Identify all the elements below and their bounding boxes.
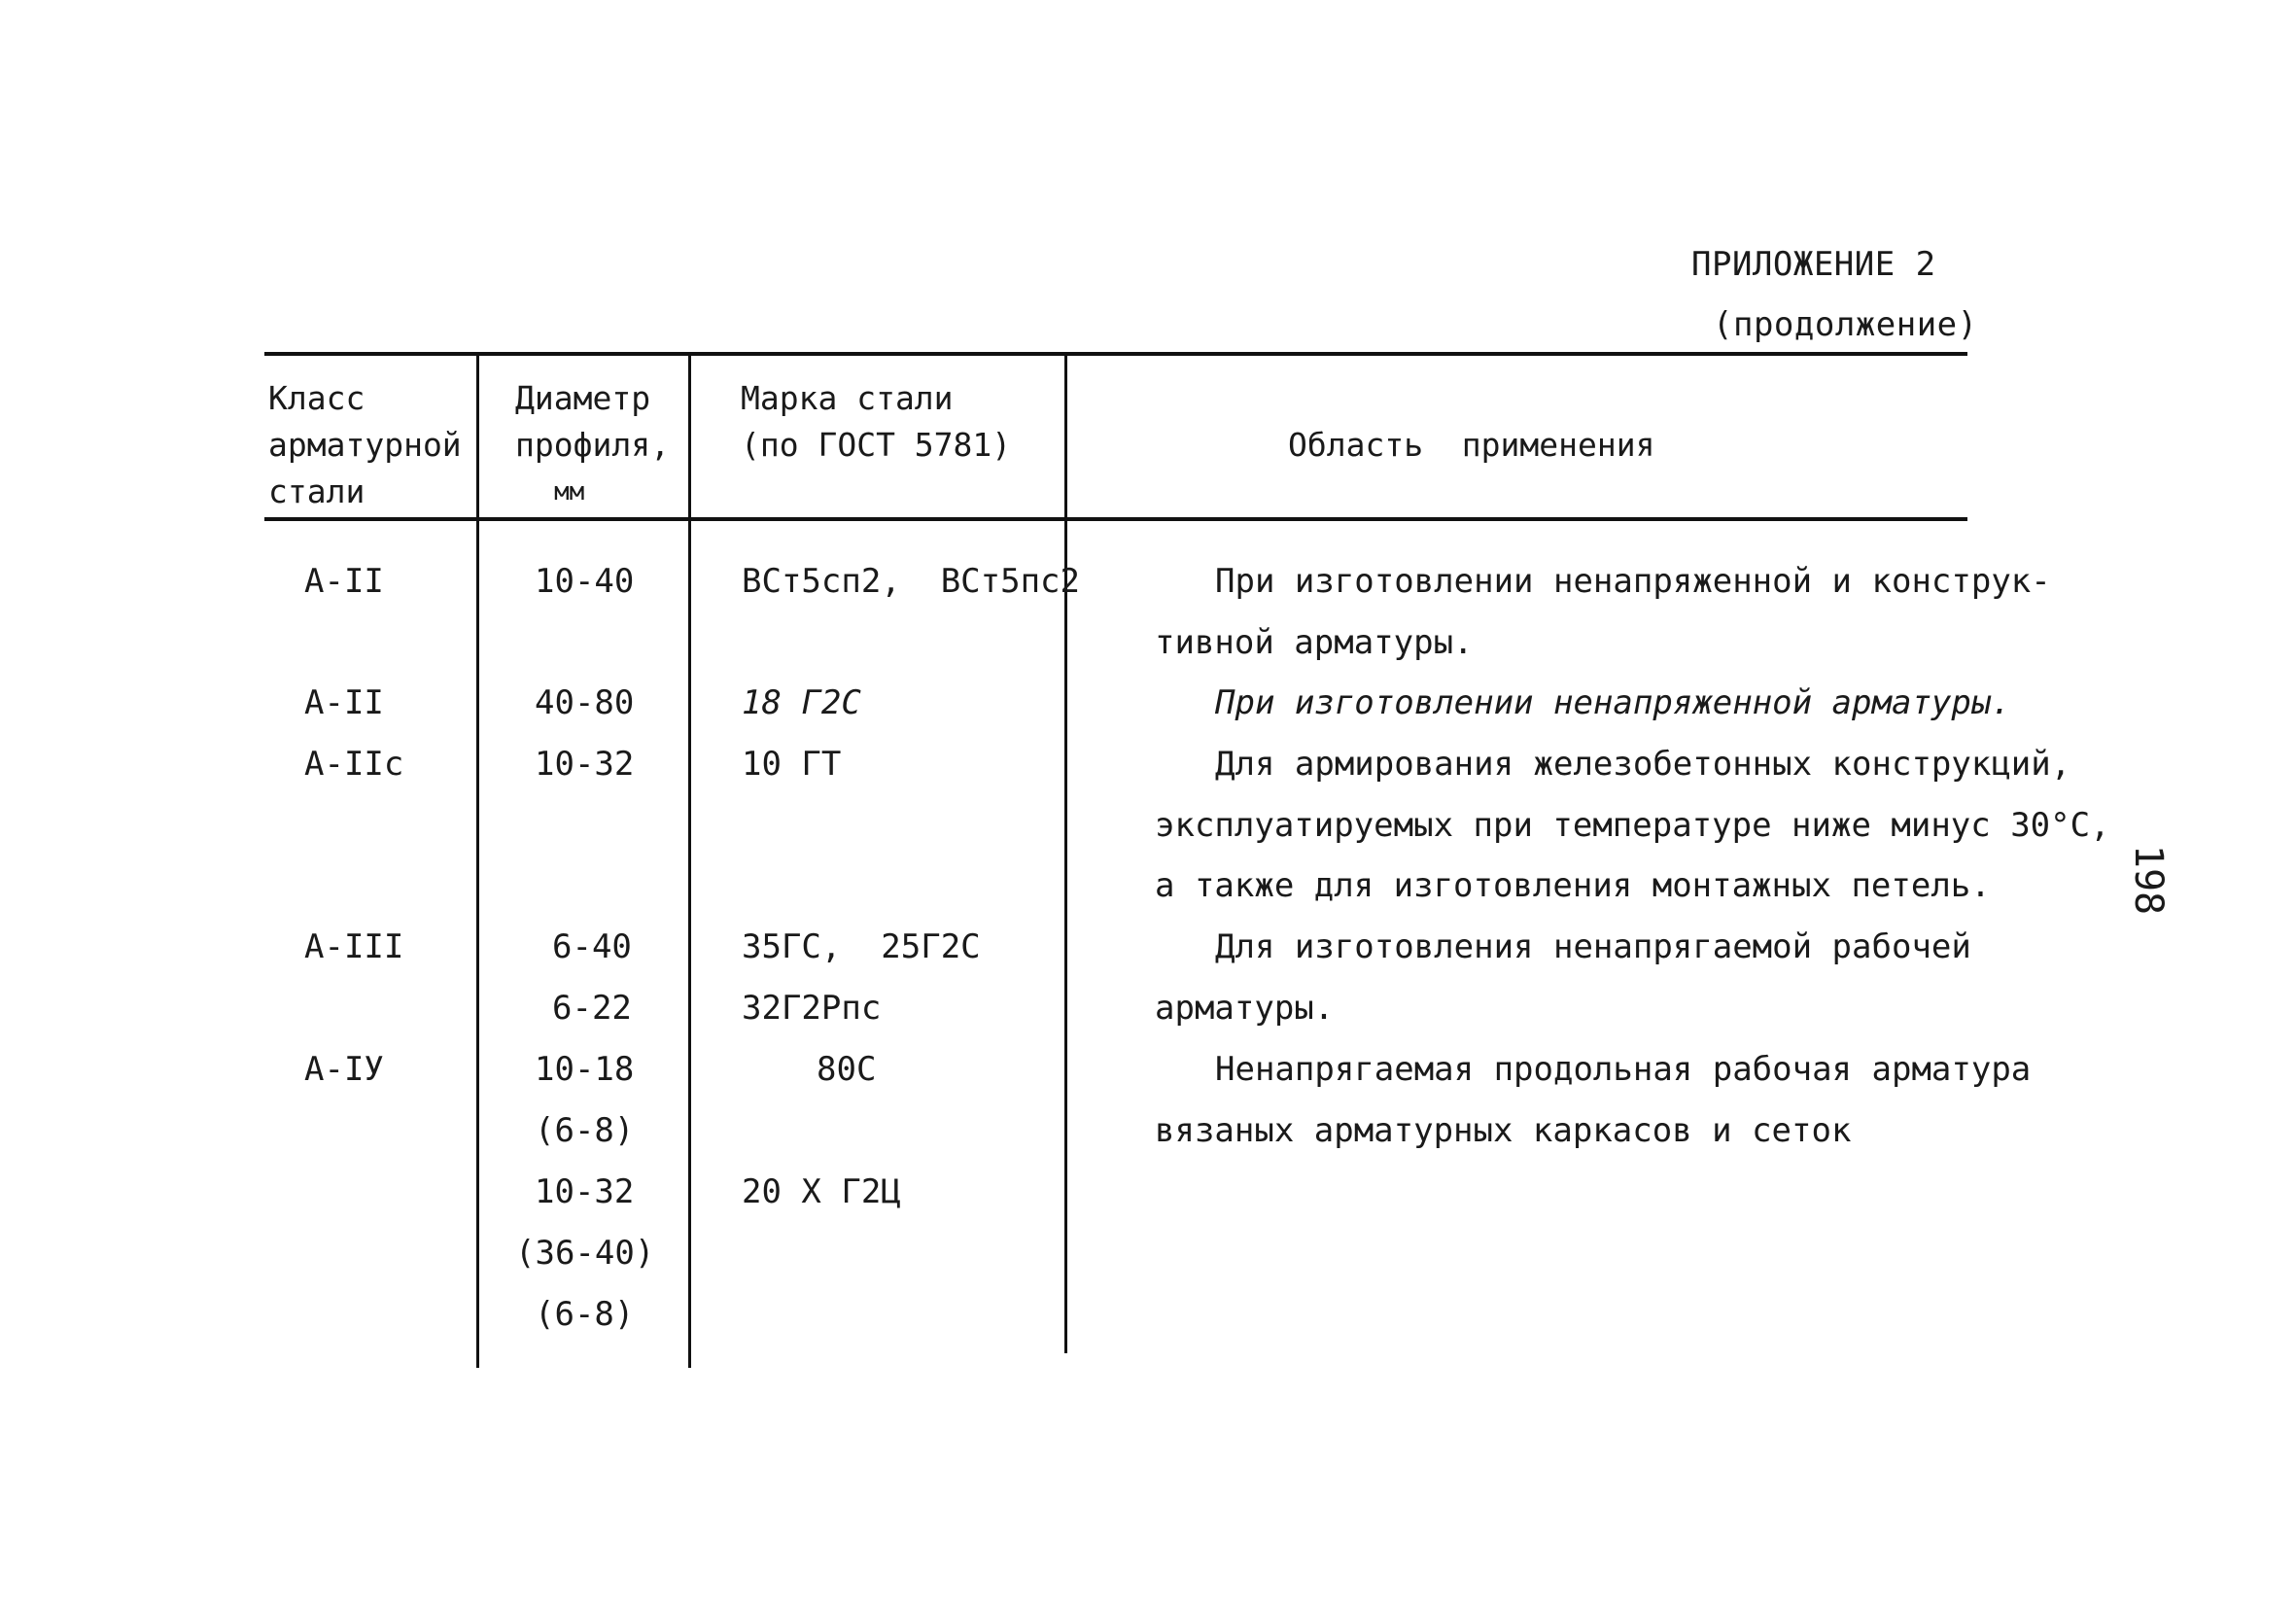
steel-grade-cell: ВСт5сп2, ВСт5пс2 (742, 562, 1080, 601)
steel-grade-cell: 32Г2Рпс (742, 989, 882, 1028)
diameter-cell: 10-18 (535, 1050, 635, 1089)
column-divider-3 (1064, 352, 1067, 1353)
usage-line: Ненапрягаемая продольная рабочая арматура (1215, 1050, 2032, 1089)
column-header-steel: Марка стали (по ГОСТ 5781) (741, 379, 1012, 464)
class-cell: А-III (304, 927, 404, 966)
column-divider-1 (476, 352, 479, 1368)
page-number: 198 (2126, 844, 2171, 916)
usage-line: арматуры. (1155, 989, 1335, 1028)
diameter-cell: (6-8) (535, 1111, 635, 1150)
column-header-diameter: Диаметр профиля, мм (515, 379, 670, 507)
usage-line: Для армирования железобетонных конструкций, (1215, 745, 2071, 784)
steel-grade-cell: 20 Х Г2Ц (742, 1172, 901, 1211)
steel-grade-cell: 18 Г2С (742, 683, 861, 722)
table-top-rule (264, 352, 1967, 356)
diameter-cell: 6-40 (552, 927, 632, 966)
usage-line: При изготовлении ненапряженной и конструк- (1215, 562, 2051, 601)
usage-line: эксплуатируемых при температуре ниже минус 30°С, (1155, 806, 2110, 845)
usage-line: вязаных арматурных каркасов и сеток (1155, 1111, 1852, 1150)
continuation-label: (продолжение) (1713, 305, 1978, 344)
usage-line: а также для изготовления монтажных петель. (1155, 866, 1991, 905)
steel-grade-cell: 35ГС, 25Г2С (742, 927, 981, 966)
diameter-cell: 10-32 (535, 745, 635, 784)
diameter-cell: 40-80 (535, 683, 635, 722)
diameter-cell: 6-22 (552, 989, 632, 1028)
steel-grade-cell: 80С (817, 1050, 877, 1089)
column-header-usage: Область применения (1288, 426, 1655, 464)
usage-line: Для изготовления ненапрягаемой рабочей (1215, 927, 1971, 966)
usage-line: тивной арматуры. (1155, 623, 1474, 662)
appendix-label: ПРИЛОЖЕНИЕ 2 (1691, 245, 1936, 284)
diameter-cell: (6-8) (535, 1295, 635, 1334)
diameter-cell: 10-40 (535, 562, 635, 601)
column-divider-2 (688, 352, 691, 1368)
class-cell: А-II (304, 562, 384, 601)
class-cell: А-IУ (304, 1050, 384, 1089)
column-header-class: Класс арматурной стали (268, 379, 462, 510)
class-cell: А-IIс (304, 745, 404, 784)
steel-grade-cell: 10 ГТ (742, 745, 842, 784)
table-header-rule (264, 517, 1967, 521)
diameter-cell: 10-32 (535, 1172, 635, 1211)
diameter-cell: (36-40) (515, 1234, 655, 1273)
class-cell: А-II (304, 683, 384, 722)
usage-line: При изготовлении ненапряженной арматуры. (1215, 683, 2011, 722)
